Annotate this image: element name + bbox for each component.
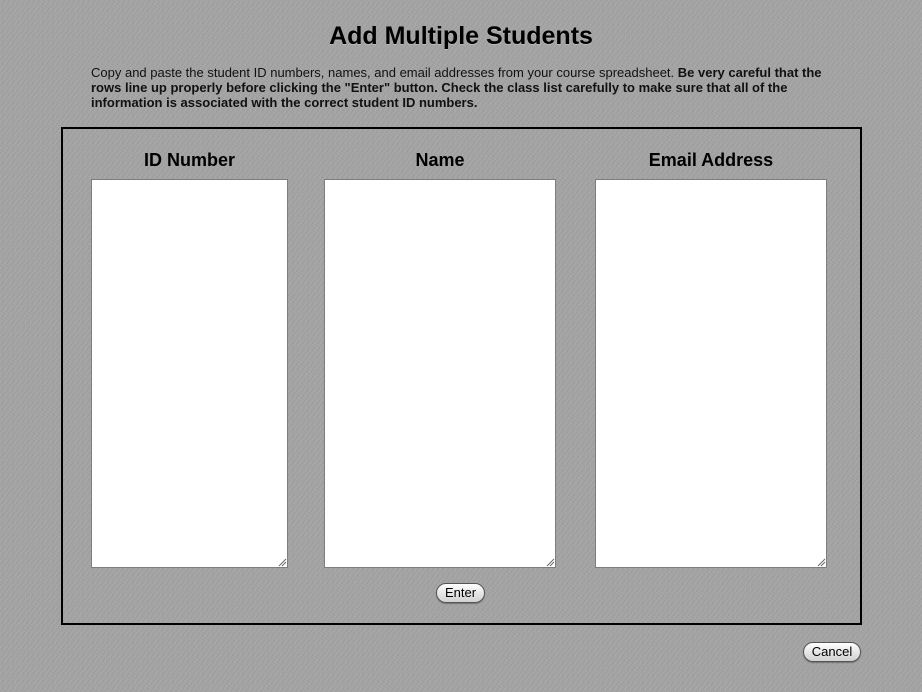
name-textarea[interactable]	[324, 179, 556, 568]
id-number-textarea[interactable]	[91, 179, 288, 568]
name-heading: Name	[415, 150, 465, 170]
email-address-resize-grip-icon[interactable]	[816, 557, 826, 567]
email-address-textarea[interactable]	[595, 179, 827, 568]
instructions-plain: Copy and paste the student ID numbers, names, and email addresses from your course spreadsheet.	[91, 65, 678, 80]
id-number-resize-grip-icon[interactable]	[277, 557, 287, 567]
student-entry-panel	[61, 127, 862, 625]
email-address-heading: Email Address	[648, 150, 774, 170]
enter-button[interactable]: Enter	[436, 583, 485, 603]
page-title: Add Multiple Students	[329, 22, 593, 50]
id-number-heading: ID Number	[143, 150, 235, 170]
instructions-text	[91, 65, 831, 110]
instructions-warning: Be very careful that the rows line up properly before clicking the "Enter" button. Check the class list carefully to make sure that all of the information is associated with the correct student ID numbers.	[91, 65, 822, 110]
name-resize-grip-icon[interactable]	[545, 557, 555, 567]
cancel-button[interactable]: Cancel	[803, 642, 861, 662]
